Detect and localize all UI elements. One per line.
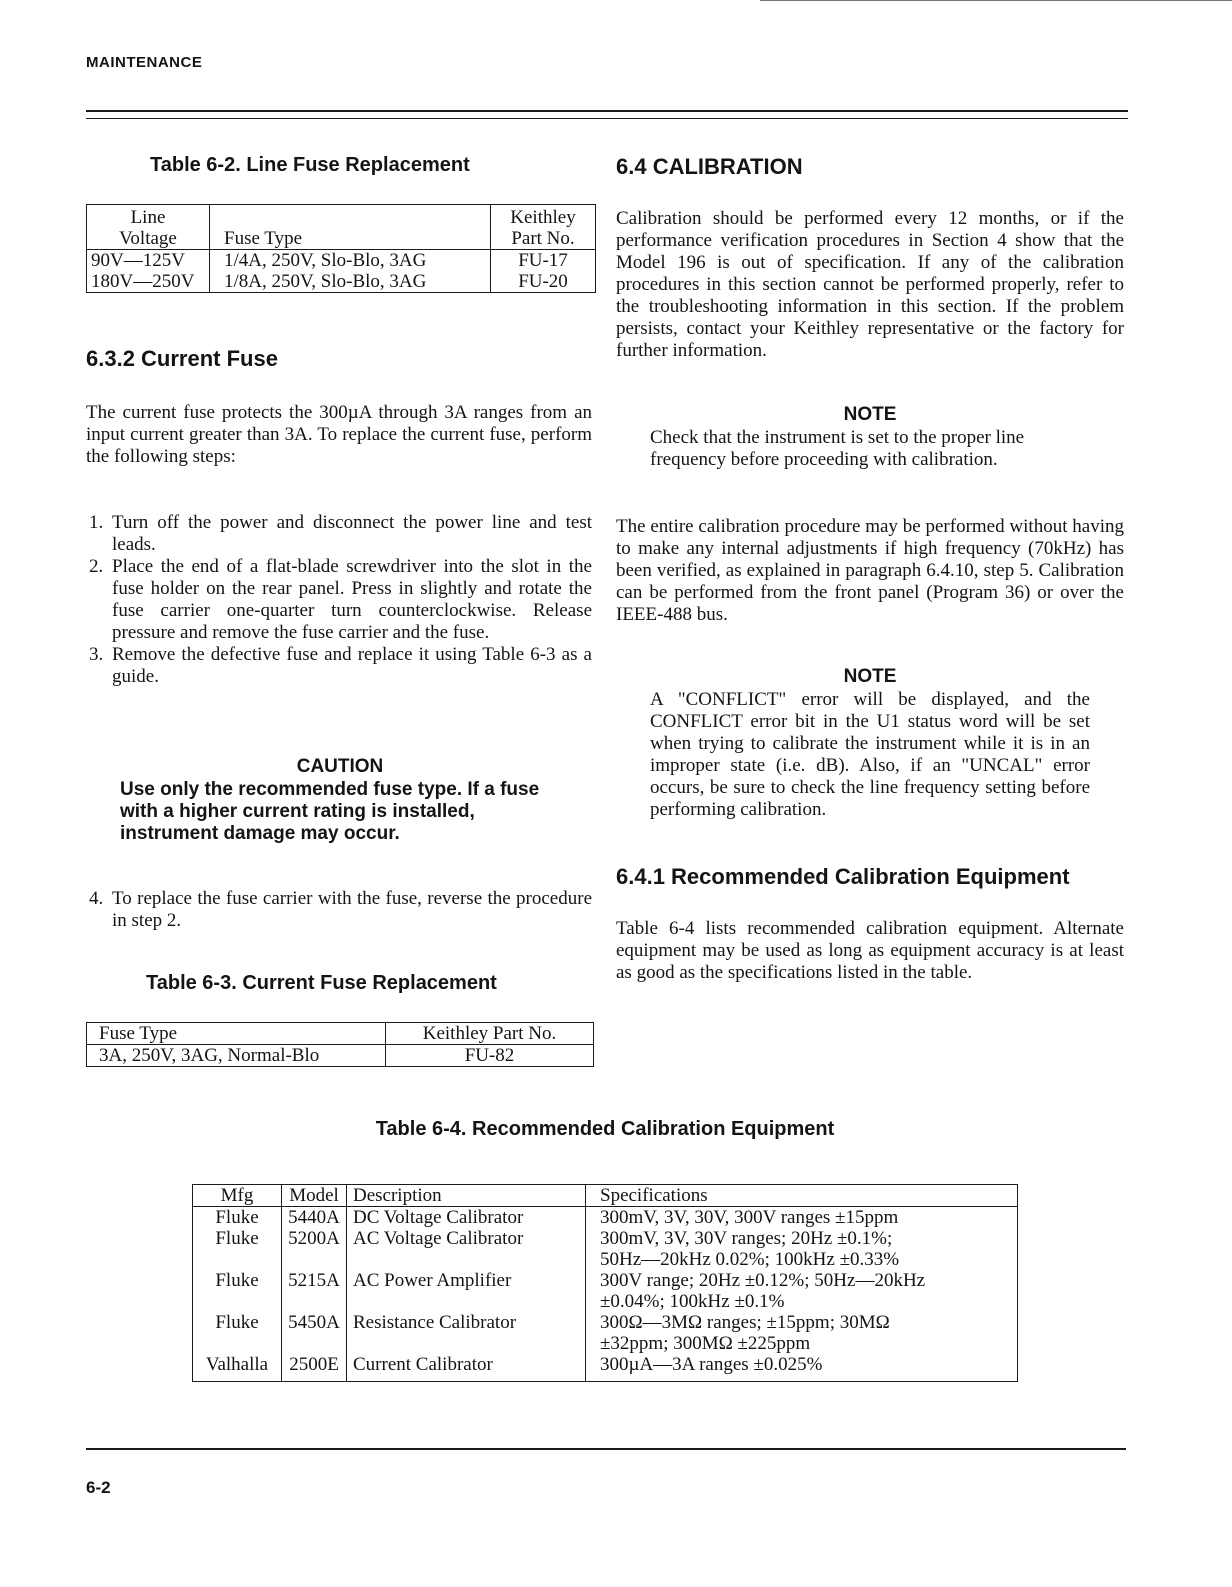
cell-specifications: 300µA—3A ranges ±0.025% (600, 1354, 823, 1375)
col-header-fuse-type: Fuse Type (87, 1023, 386, 1045)
cell-description: Resistance Calibrator (347, 1312, 586, 1354)
heading-6-3-2: 6.3.2 Current Fuse (86, 346, 278, 371)
note-1-title: NOTE (843, 404, 897, 425)
cell-specifications: 300V range; 20Hz ±0.12%; 50Hz—20kHz ±0.04%; 100kHz ±0.1% (600, 1270, 926, 1312)
top-edge-rule (760, 0, 1232, 1)
col-header-specifications: Specifications (600, 1185, 708, 1206)
table-row (87, 1045, 594, 1067)
cell-mfg: Fluke (193, 1228, 282, 1270)
footer-rule (86, 1448, 1126, 1450)
table-row (193, 1270, 1018, 1312)
table-row (87, 250, 596, 272)
cell-description: AC Power Amplifier (347, 1270, 586, 1312)
col-header-line-voltage: Line Voltage (87, 205, 210, 250)
col-header-part-no: Keithley Part No. (510, 207, 576, 249)
table-6-4 (192, 1184, 1018, 1382)
cell-mfg: Fluke (193, 1270, 282, 1312)
list-item: 4. To replace the fuse carrier with the fuse, reverse the procedure in step 2. (108, 888, 592, 932)
cell-mfg: Fluke (193, 1312, 282, 1354)
list-item: 1. Turn off the power and disconnect the power line and test leads. (108, 512, 592, 556)
cell-part: FU-20 (518, 271, 568, 292)
table-6-3-caption: Table 6-3. Current Fuse Replacement (146, 972, 497, 994)
page-number: 6-2 (86, 1478, 111, 1497)
table-header-row (87, 1023, 594, 1045)
header-rule-thick (86, 110, 1128, 112)
section-label: MAINTENANCE (86, 54, 203, 71)
table-6-3 (86, 1022, 594, 1067)
cell-model: 2500E (282, 1354, 347, 1382)
cell-specifications: 300mV, 3V, 30V ranges; 20Hz ±0.1%; 50Hz—20kHz 0.02%; 100kHz ±0.33% (600, 1228, 900, 1270)
heading-6-4-1: 6.4.1 Recommended Calibration Equipment (616, 864, 1070, 889)
table-header-row (193, 1185, 1018, 1207)
cell-fuse: 1/8A, 250V, Slo-Blo, 3AG (210, 271, 491, 293)
table-row (87, 271, 596, 293)
cell-fuse: 3A, 250V, 3AG, Normal-Blo (87, 1045, 386, 1067)
cell-mfg: Fluke (193, 1207, 282, 1229)
col-header-part-no: Keithley Part No. (422, 1023, 557, 1044)
cell-description: DC Voltage Calibrator (347, 1207, 586, 1229)
cell-description: AC Voltage Calibrator (347, 1228, 586, 1270)
calibration-para-2: The entire calibration procedure may be performed without having to make any internal adjustments if high frequency (70kHz) has been verified, as explained in paragraph 6.4.10, step 5. Calibration can be performed from the front panel (Program 36) or over the IEEE-488 bus. (616, 516, 1124, 625)
fuse-steps (86, 512, 592, 688)
cell-part: FU-17 (518, 250, 568, 271)
cell-model: 5200A (282, 1228, 347, 1270)
table-6-4-caption: Table 6-4. Recommended Calibration Equipment (375, 1118, 835, 1140)
cell-model: 5440A (282, 1207, 347, 1229)
col-header-model: Model (282, 1185, 347, 1207)
table-row (193, 1207, 1018, 1229)
col-header-fuse-type: Fuse Type (210, 205, 491, 250)
current-fuse-intro: The current fuse protects the 300µA through 3A ranges from an input current greater than 3A. To replace the current fuse, perform the following steps: (86, 402, 592, 467)
note-2-title: NOTE (843, 666, 897, 687)
caution-text: Use only the recommended fuse type. If a fuse with a higher current rating is installed, instrument damage may occur. (120, 779, 540, 844)
cell-description: Current Calibrator (347, 1354, 586, 1382)
cell-part: FU-82 (464, 1045, 515, 1066)
cell-voltage: 180V—250V (87, 271, 210, 293)
cell-specifications: 300mV, 3V, 30V, 300V ranges ±15ppm (600, 1207, 899, 1228)
calibration-para-1: Calibration should be performed every 12 months, or if the performance verification procedures in Section 4 show that the Model 196 is out of specification. If any of the calibration procedures in this section cannot be performed properly, refer to the troubleshooting information in this section. If the problem persists, contact your Keithley representative or the factory for further information. (616, 208, 1124, 361)
equipment-para: Table 6-4 lists recommended calibration equipment. Alternate equipment may be used as long as equipment accuracy is at least as good as the specifications listed in the table. (616, 918, 1124, 983)
header-rule-thin (86, 118, 1128, 119)
cell-specifications: 300Ω—3MΩ ranges; ±15ppm; 30MΩ ±32ppm; 300MΩ ±225ppm (600, 1312, 890, 1354)
col-header-mfg: Mfg (193, 1185, 282, 1207)
table-row (193, 1228, 1018, 1270)
table-6-2 (86, 204, 596, 293)
table-header-row (87, 205, 596, 250)
heading-6-4: 6.4 CALIBRATION (616, 154, 803, 179)
cell-voltage: 90V—125V (87, 250, 210, 272)
note-1-text: Check that the instrument is set to the proper line frequency before proceeding with calibration. (650, 427, 1025, 470)
table-6-2-caption: Table 6-2. Line Fuse Replacement (150, 154, 470, 176)
cell-model: 5450A (282, 1312, 347, 1354)
table-row (193, 1354, 1018, 1382)
table-row (193, 1312, 1018, 1354)
cell-mfg: Valhalla (193, 1354, 282, 1382)
caution-title: CAUTION (296, 756, 384, 777)
fuse-step-4 (86, 888, 592, 932)
cell-fuse: 1/4A, 250V, Slo-Blo, 3AG (210, 250, 491, 272)
note-2-text: A "CONFLICT" error will be displayed, and the CONFLICT error bit in the U1 status word will be set when trying to calibrate the instrument while it is in an improper state (i.e. dB). Also, if an "UNCAL" error occurs, be sure to check the line frequency setting before performing calibration. (650, 689, 1090, 820)
list-item: 3. Remove the defective fuse and replace it using Table 6-3 as a guide. (108, 644, 592, 688)
cell-model: 5215A (282, 1270, 347, 1312)
col-header-description: Description (347, 1185, 586, 1207)
list-item: 2. Place the end of a flat-blade screwdriver into the slot in the fuse holder on the rear panel. Press in slightly and rotate the fuse carrier one-quarter turn counterclockwise. Release pressure and remove the fuse carrier and the fuse. (108, 556, 592, 644)
